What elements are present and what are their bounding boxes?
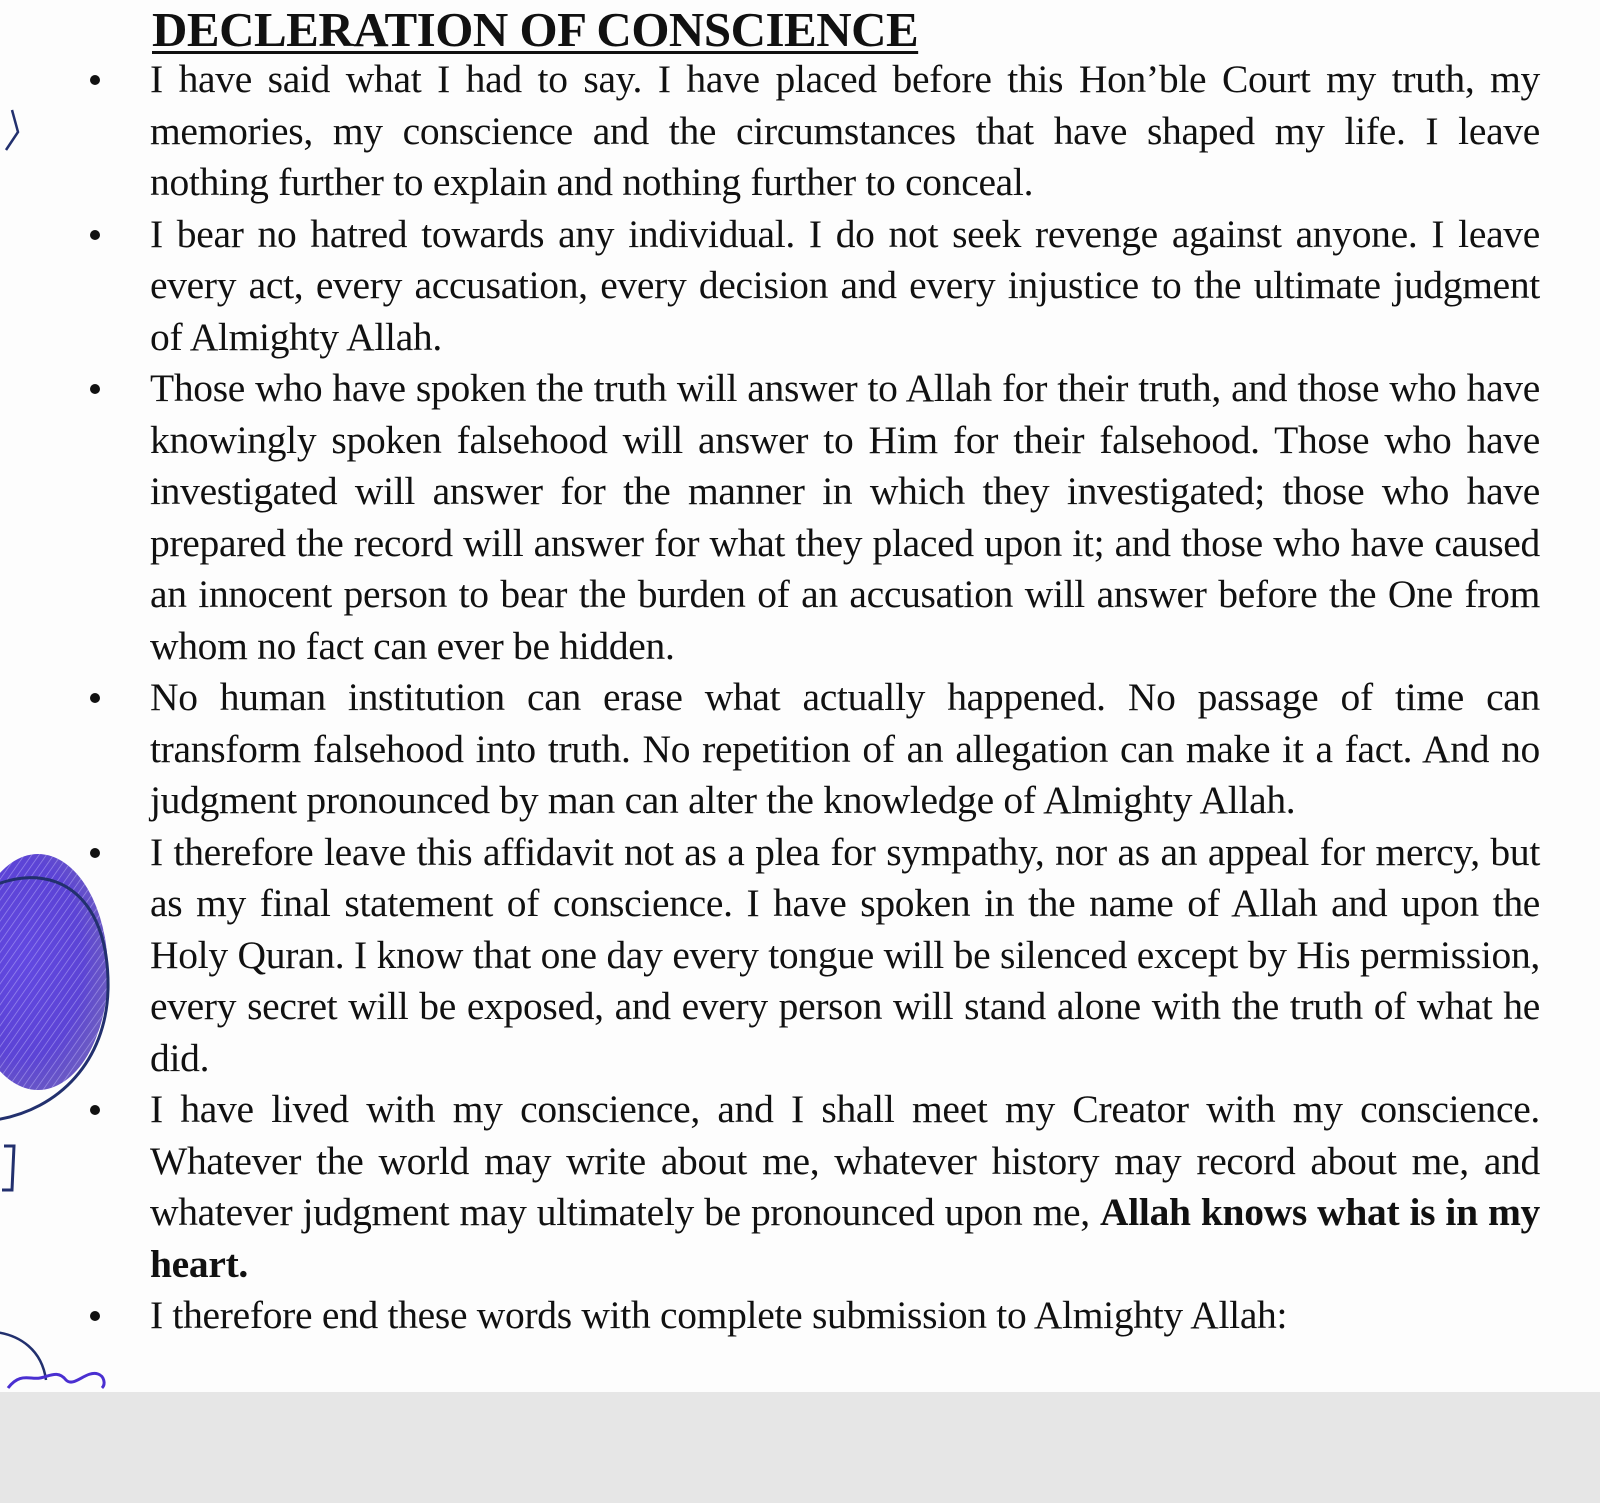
document-title: DECLERATION OF CONSCIENCE bbox=[152, 2, 919, 57]
paragraph-text: I bear no hatred towards any individual. I do not seek revenge against anyone. I leave every act, every accusation, every decision and every injustice to the ultimate judgment of Almighty Allah. bbox=[150, 211, 1540, 359]
list-item bbox=[0, 54, 1600, 209]
bullet-icon bbox=[90, 1311, 100, 1321]
paragraph-text: I have said what I had to say. I have placed before this Hon’ble Court my truth, my memories, my conscience and the circumstances that have shaped my life. I leave nothing further to explain and nothing further to conceal. bbox=[150, 57, 1540, 204]
bullet-icon bbox=[90, 75, 100, 85]
bullet-icon bbox=[90, 848, 100, 858]
list-item bbox=[0, 363, 1600, 672]
bullet-icon bbox=[90, 230, 100, 240]
list-item bbox=[0, 672, 1600, 827]
declaration-list bbox=[0, 54, 1600, 1342]
pen-stroke-icon bbox=[8, 1373, 104, 1388]
list-item bbox=[0, 827, 1600, 1085]
paragraph-text: I therefore end these words with complete submission to Almighty Allah: bbox=[150, 1293, 1288, 1337]
list-item bbox=[0, 1084, 1600, 1290]
paragraph-text: I have lived with my conscience, and I shall meet my Creator with my conscience. Whatever the world may write about me, whatever history may record about me, and whatever judgment may ultimately be pronounced upon me, bbox=[150, 1087, 1540, 1234]
bullet-icon bbox=[90, 693, 100, 703]
paragraph-text: Those who have spoken the truth will answer to Allah for their truth, and those who have knowingly spoken falsehood will answer to Him for their falsehood. Those who have investigated will answer for the manner in which they investigated; those who have prepared the record will answer for what they placed upon it; and those who have caused an innocent person to bear the burden of an accusation will answer before the One from whom no fact can ever be hidden. bbox=[150, 366, 1540, 668]
paragraph-text: I therefore leave this affidavit not as a plea for sympathy, nor as an appeal for mercy, but as my final statement of conscience. I have spoken in the name of Allah and upon the Holy Quran. I know that one day every tongue will be silenced except by His permission, every secret will be exposed, and every person will stand alone with the truth of what he did. bbox=[150, 829, 1540, 1080]
bullet-icon bbox=[90, 384, 100, 394]
paragraph-bold-text: Allah knows what is in my heart. bbox=[150, 1190, 1540, 1286]
bottom-gray-bar bbox=[0, 1392, 1600, 1503]
list-item bbox=[0, 1290, 1600, 1342]
bullet-icon bbox=[90, 1105, 100, 1115]
paragraph-text: No human institution can erase what actually happened. No passage of time can transform falsehood into truth. No repetition of an allegation can make it a fact. And no judgment pronounced by man can alter the knowledge of Almighty Allah. bbox=[150, 675, 1540, 822]
list-item bbox=[0, 209, 1600, 364]
